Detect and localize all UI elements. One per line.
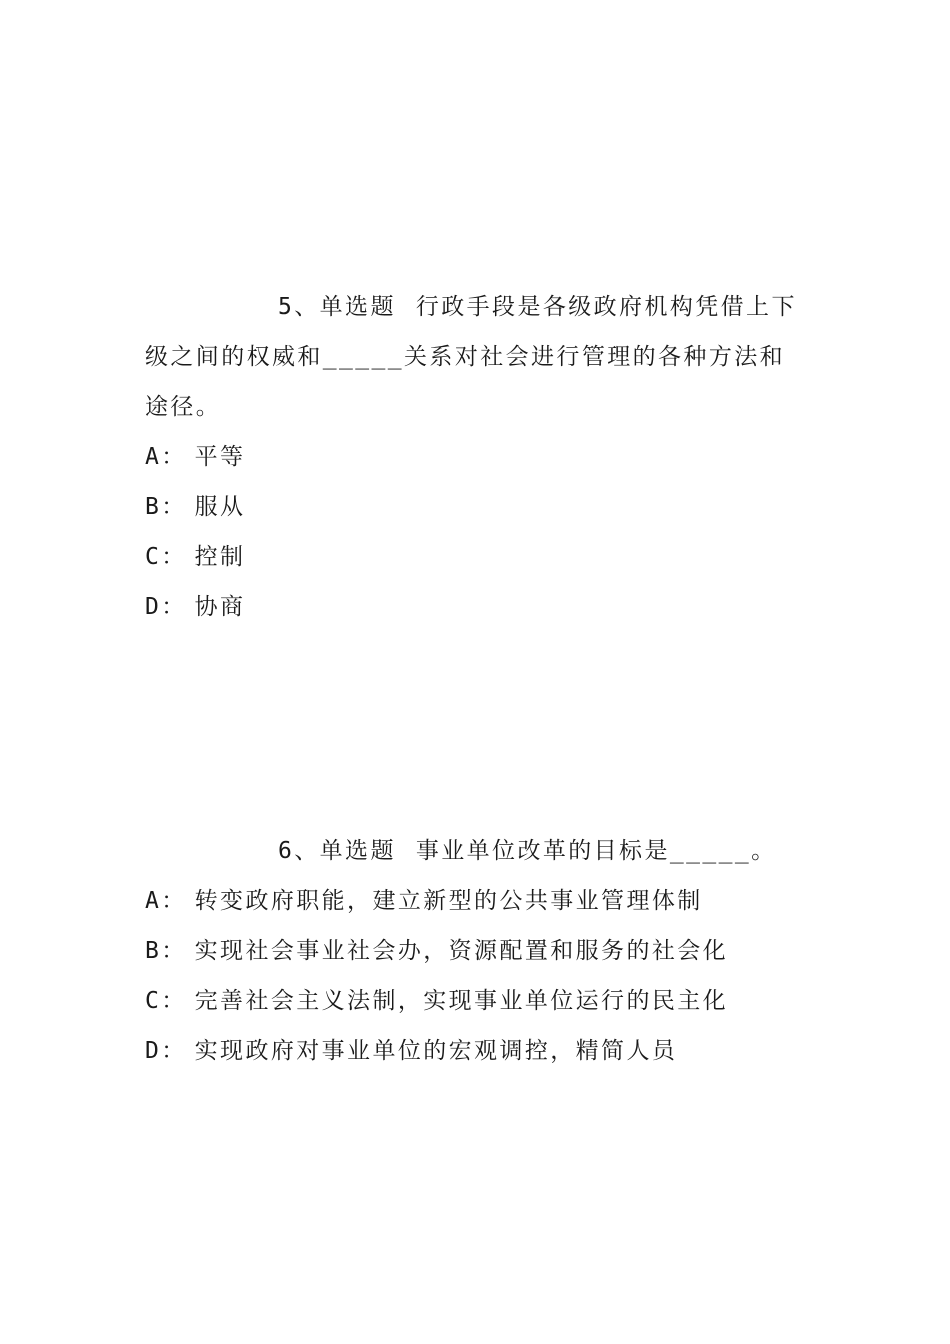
option-c [145, 976, 810, 1026]
option-key: D： [145, 594, 187, 620]
option-text: 控制 [194, 544, 246, 570]
option-list [145, 432, 810, 632]
question-text: 事业单位改革的目标是_____。 [415, 838, 777, 864]
question-type: 单选题 [319, 838, 396, 864]
option-key: A： [145, 888, 187, 914]
option-c [145, 532, 810, 582]
option-key: D： [145, 1038, 187, 1064]
option-d [145, 1026, 810, 1076]
question-text: 行政手段是各级政府机构凭借上下级之间的权威和_____关系对社会进行管理的各种方法和途径。 [145, 294, 797, 420]
option-key: B： [145, 938, 187, 964]
option-key: C： [145, 988, 187, 1014]
option-text: 服从 [194, 494, 246, 520]
question-stem [145, 282, 810, 432]
option-a [145, 432, 810, 482]
option-text: 平等 [194, 444, 246, 470]
question-number: 5、 [278, 294, 320, 320]
option-b [145, 482, 810, 532]
question-stem [145, 826, 810, 876]
option-text: 实现政府对事业单位的宏观调控，精简人员 [194, 1038, 678, 1064]
option-key: C： [145, 544, 187, 570]
option-key: A： [145, 444, 187, 470]
option-text: 完善社会主义法制，实现事业单位运行的民主化 [194, 988, 729, 1014]
option-text: 实现社会事业社会办，资源配置和服务的社会化 [194, 938, 729, 964]
option-list [145, 876, 810, 1076]
question-6 [145, 826, 810, 1076]
option-text: 协商 [194, 594, 246, 620]
option-b [145, 926, 810, 976]
option-a [145, 876, 810, 926]
question-type: 单选题 [319, 294, 396, 320]
option-text: 转变政府职能，建立新型的公共事业管理体制 [194, 888, 703, 914]
option-key: B： [145, 494, 187, 520]
question-number: 6、 [278, 838, 320, 864]
question-5 [145, 282, 810, 632]
option-d [145, 582, 810, 632]
